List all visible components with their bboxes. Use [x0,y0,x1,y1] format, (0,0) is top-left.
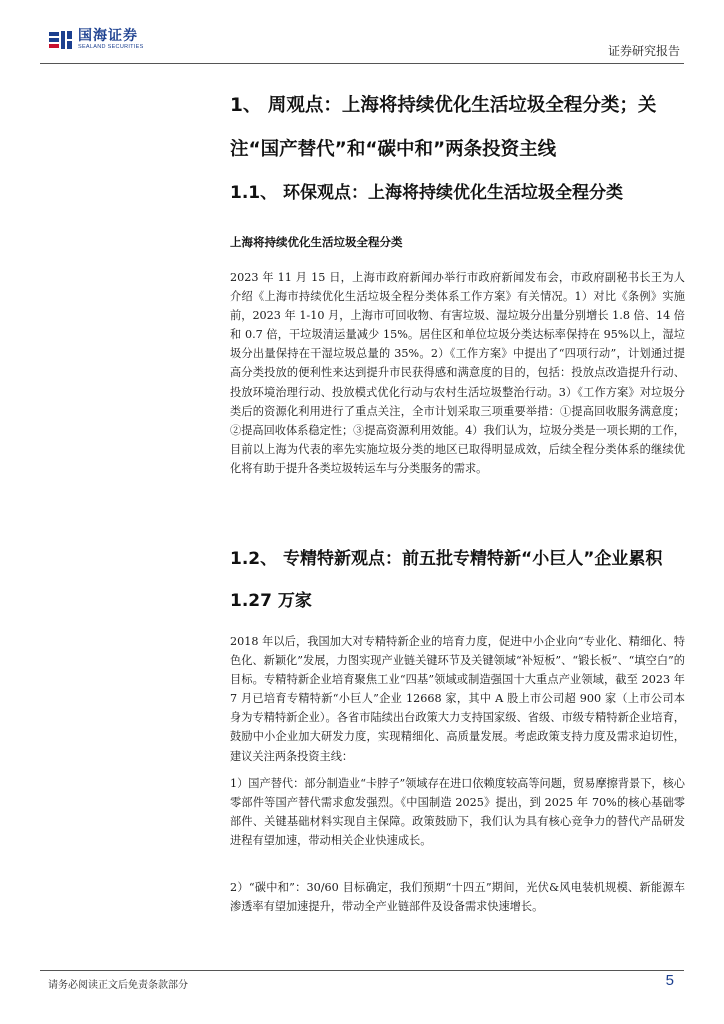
header-divider [40,63,684,64]
logo-name-cn: 国海证券 [78,28,138,45]
page-header [0,0,724,64]
sealand-logo [48,28,144,52]
page-number: 5 [665,972,674,989]
section-1-2-paragraph-1: 2018 年以后，我国加大对专精特新企业的培育力度，促进中小企业向“专业化、精细化、特色化、新颖化”发展，力图实现产业链关键环节及关键领域“补短板”、“锻长板”、“填空白”的目标。专精特新企业培育聚焦工业“四基”领域或制造强国十大重点产业领域，截至 2023 年 7 月已培育专精特新“小巨人”企业 12668 家，其中 A 股上市公司超 900 家（上市公司本身为专精特新企业）。各省市陆续出台政策大力支持国家级、省级、市级专精特新企业培育，鼓励中小企业加大研发力度，实现精细化、高质量发展。考虑政策支持力度及需求迫切性，建议关注两条投资主线： [230,635,685,763]
footer-divider [40,970,684,971]
footer-disclaimer: 请务必阅读正文后免责条款部分 [48,980,188,991]
sealand-logo-icon [48,29,74,51]
logo-name-en: SEALAND SECURITIES [78,44,144,51]
section-1-title: 1、 周观点：上海将持续优化生活垃圾全程分类；关注“国产替代”和“碳中和”两条投资主线 [230,95,657,160]
section-1-1-subheading: 上海将持续优化生活垃圾全程分类 [230,235,403,249]
report-type-label: 证券研究报告 [607,44,680,58]
section-1-2-paragraph-3: 2）“碳中和”：30/60 目标确定，我们预期“十四五”期间，光伏&风电装机规模、新能源车渗透率有望加速提升，带动全产业链部件及设备需求快速增长。 [230,881,685,914]
section-1-1-title: 1.1、 环保观点：上海将持续优化生活垃圾全程分类 [230,183,624,203]
section-1-1-paragraph: 2023 年 11 月 15 日，上海市政府新闻办举行市政府新闻发布会，市政府副秘书长王为人介绍《上海市持续优化生活垃圾全程分类体系工作方案》有关情况。1）对比《条例》实施前，2023 年 1-10 月，上海市可回收物、有害垃圾、湿垃圾分出量分别增长 1.8 倍、14 倍和 0.7 倍，干垃圾清运量减少 15%。居住区和单位垃圾分类达标率保持在 95%以上，湿垃圾分出量保持在干湿垃圾总量的 35%。2）《工作方案》中提出了“四项行动”，计划通过提高分类投放的便利性来达到提升市民获得感和满意度的目的，包括：投放点改造提升行动、投放环境治理行动、投放模式优化行动与农村生活垃圾整治行动。3）《工作方案》对垃圾分类后的资源化利用进行了重点关注，全市计划采取三项重要举措：①提高回收服务满意度；②提高回收体系稳定性；③提高资源利用效能。4）我们认为，垃圾分类是一项长期的工作，目前以上海为代表的率先实施垃圾分类的地区已取得明显成效，后续全程分类体系的继续优化将有助于提升各类垃圾转运车与分类服务的需求。 [230,271,685,475]
section-1-2-title: 1.2、 专精特新观点：前五批专精特新“小巨人”企业累积 1.27 万家 [230,549,663,611]
section-1-2-paragraph-2: 1）国产替代：部分制造业“卡脖子”领域存在进口依赖度较高等问题，贸易摩擦背景下，核心零部件等国产替代需求愈发强烈。《中国制造 2025》提出，到 2025 年 70%的核心基础零部件、关键基础材料实现自主保障。政策鼓励下，我们认为具有核心竞争力的替代产品研发进程有望加速，带动相关企业快速成长。 [230,777,685,848]
